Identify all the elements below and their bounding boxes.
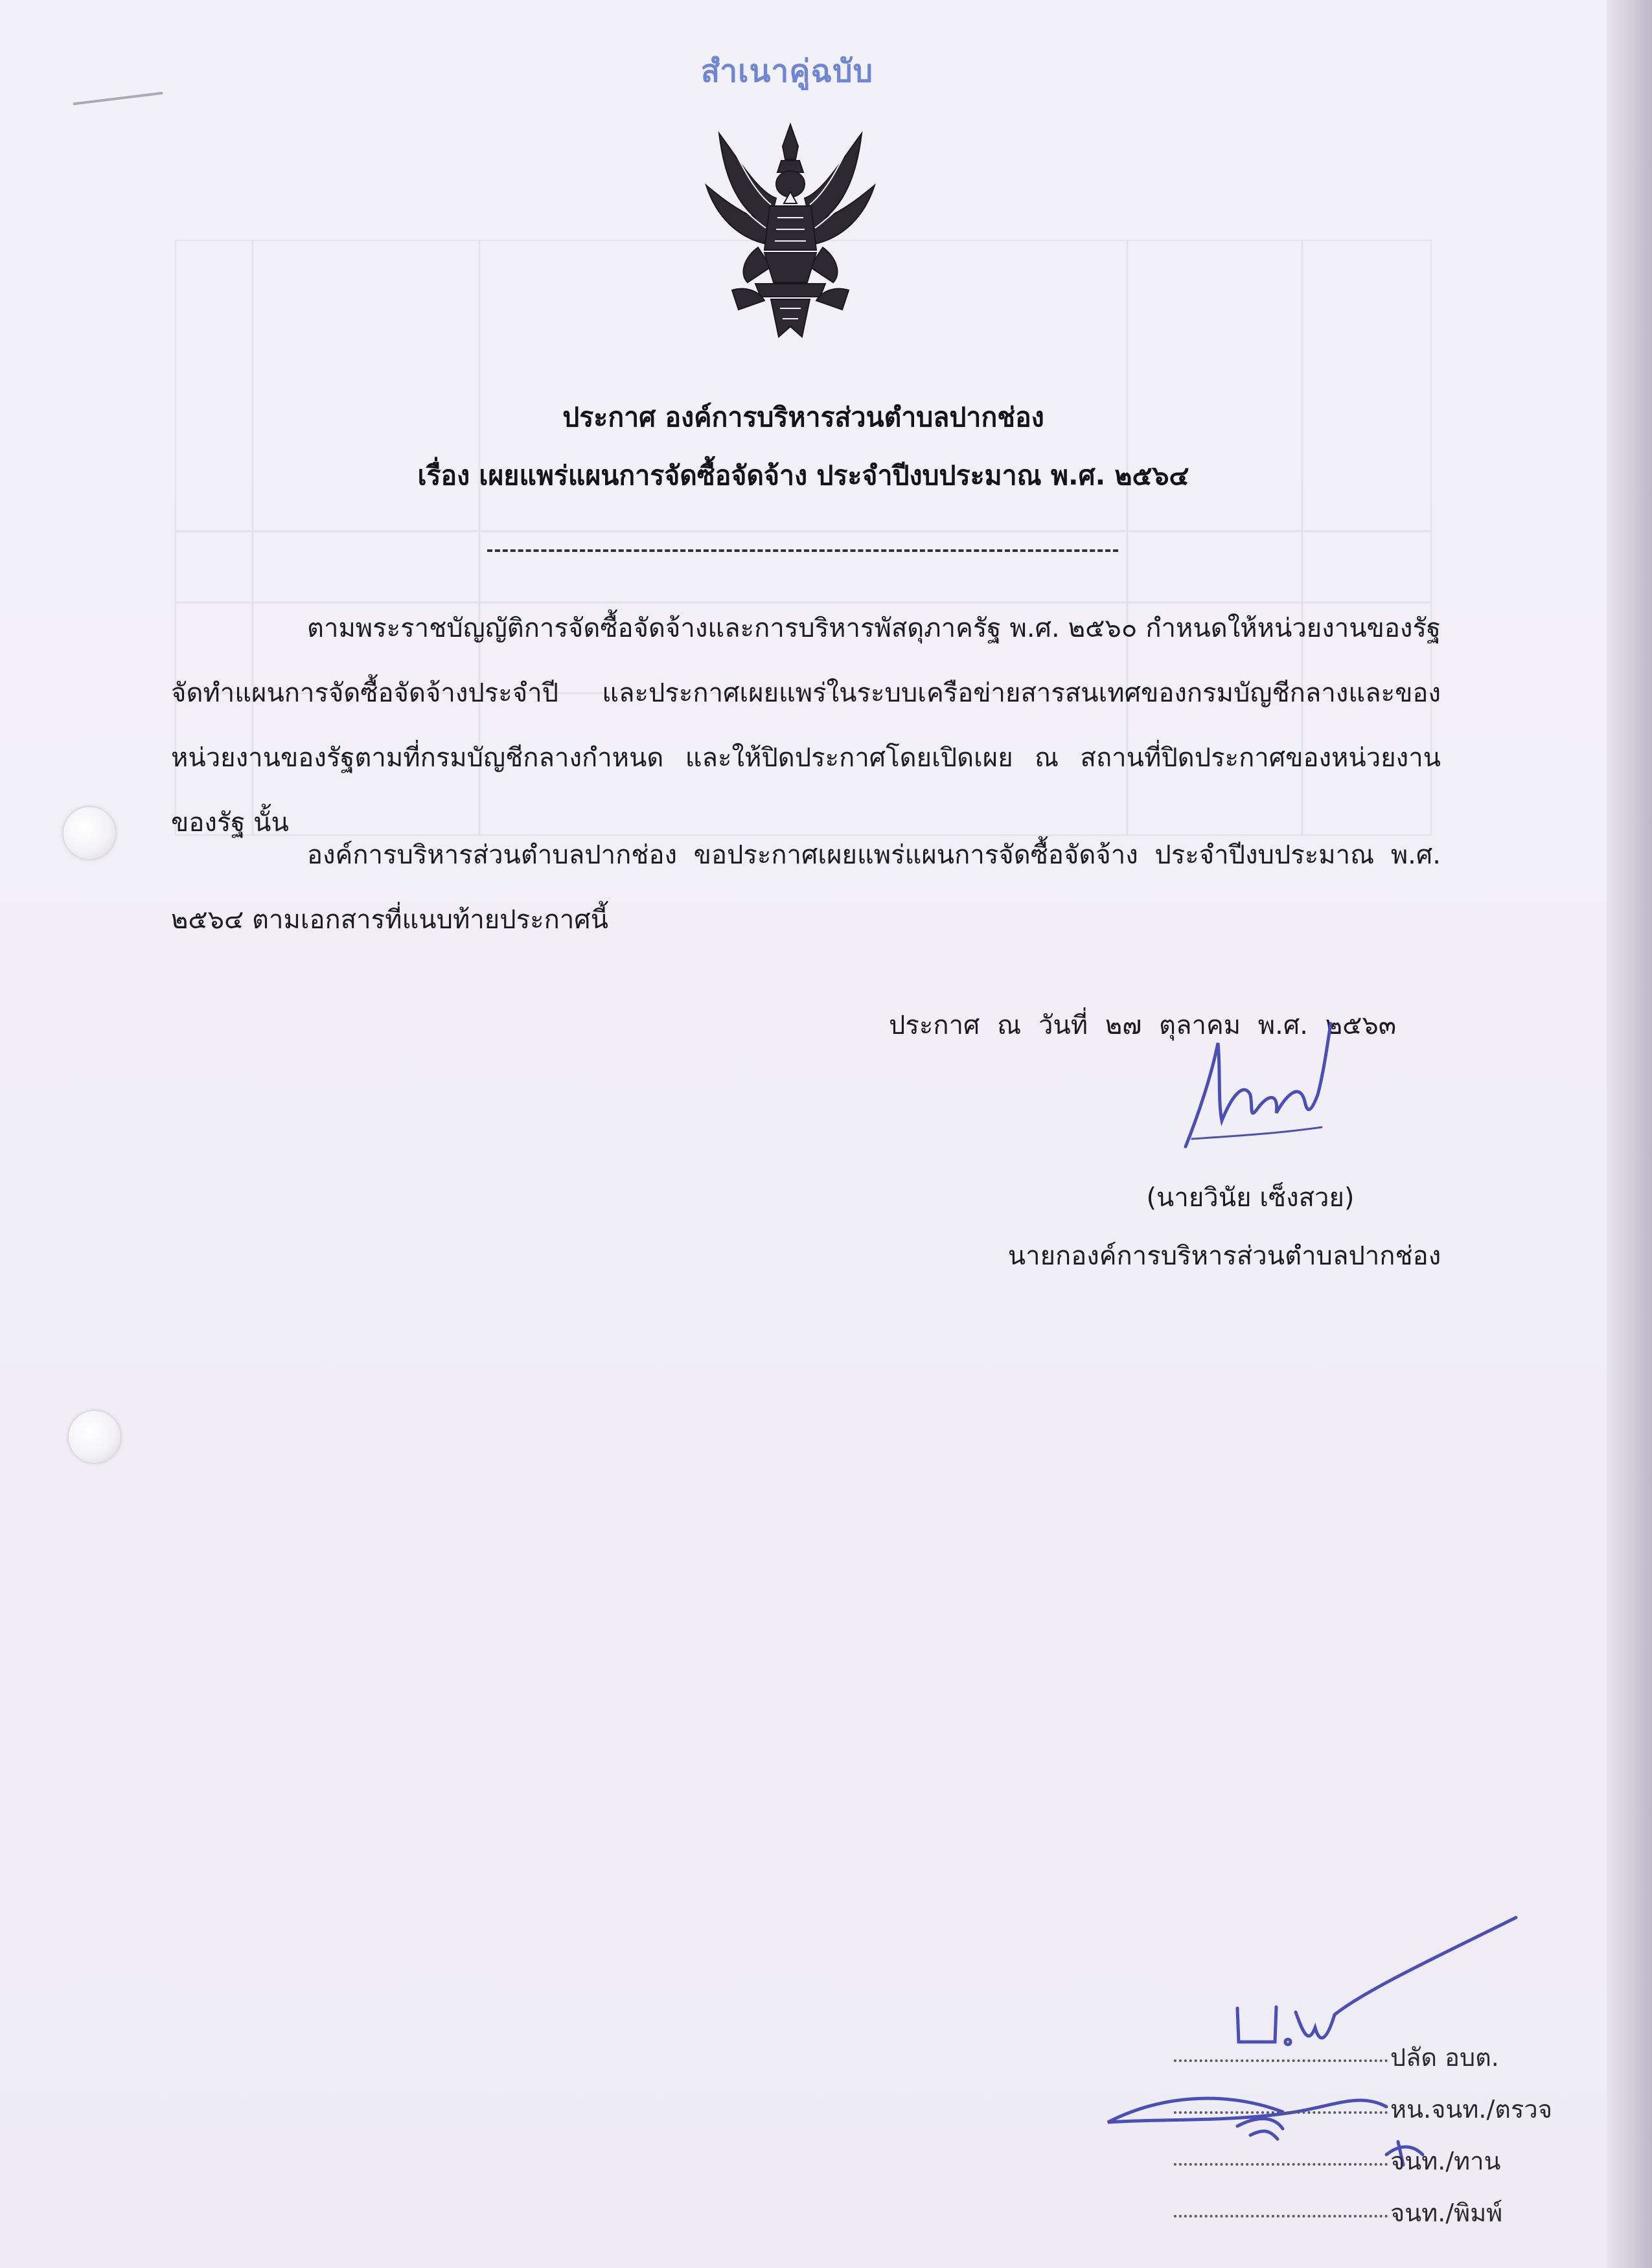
punch-hole-top (63, 807, 115, 859)
signer-name: (นายวินัย เซ็งสวย) (1146, 1183, 1355, 1213)
announcement-heading: ประกาศ องค์การบริหารส่วนตำบลปากช่อง (562, 402, 1044, 433)
routing-signoff-list (1174, 2032, 1552, 2239)
signer-title: นายกองค์การบริหารส่วนตำบลปากช่อง (1007, 1241, 1441, 1271)
routing-row (1174, 2187, 1552, 2239)
punch-hole-bottom (69, 1411, 120, 1463)
body-paragraph-1: ตามพระราชบัญญัติการจัดซื้อจัดจ้างและการบริหารพัสดุภาครัฐ พ.ศ. ๒๕๖๐ กำหนดให้หน่วยงานของรัฐจัดทำแผนการจัดซื้อจัดจ้างประจำปี และประกาศเผยแพร่ในระบบเครือข่ายสารสนเทศของกรมบัญชีกลางและของหน่วยงานของรัฐตามที่กรมบัญชีกลางกำหนด และให้ปิดประกาศโดยเปิดเผย ณ สถานที่ปิดประกาศของหน่วยงานของรัฐ นั้น (171, 613, 1441, 838)
routing-role: จนท./พิมพ์ (1390, 2199, 1503, 2227)
signoff-dotted-line (1174, 2215, 1388, 2217)
signoff-dotted-line (1174, 2111, 1388, 2114)
scan-scratch-mark (73, 91, 163, 105)
signature-mark (1173, 998, 1341, 1166)
routing-row (1174, 2135, 1552, 2187)
routing-role: จนท./ทาน (1390, 2147, 1501, 2175)
copy-stamp: สำเนาคู่ฉบับ (700, 53, 874, 89)
routing-row (1174, 2032, 1552, 2083)
routing-role: หน.จนท./ตรวจ (1390, 2095, 1552, 2124)
announcement-subject: เรื่อง เผยแพร่แผนการจัดซื้อจัดจ้าง ประจำปีงบประมาณ พ.ศ. ๒๕๖๔ (417, 460, 1189, 491)
signoff-dotted-line (1174, 2163, 1388, 2166)
body-paragraph-2: องค์การบริหารส่วนตำบลปากช่อง ขอประกาศเผยแพร่แผนการจัดซื้อจัดจ้าง ประจำปีงบประมาณ พ.ศ. ๒๕๖๔ ตามเอกสารที่แนบท้ายประกาศนี้ (171, 840, 1441, 935)
separator-dash-line (487, 549, 1118, 552)
routing-role: ปลัด อบต. (1390, 2043, 1499, 2072)
signoff-dotted-line (1174, 2059, 1388, 2062)
announcement-date: ประกาศ ณ วันที่ ๒๗ ตุลาคม พ.ศ. ๒๕๖๓ (889, 1011, 1397, 1040)
garuda-emblem-icon (693, 120, 888, 341)
scan-page-edge (1607, 0, 1652, 2268)
routing-row (1174, 2083, 1552, 2135)
